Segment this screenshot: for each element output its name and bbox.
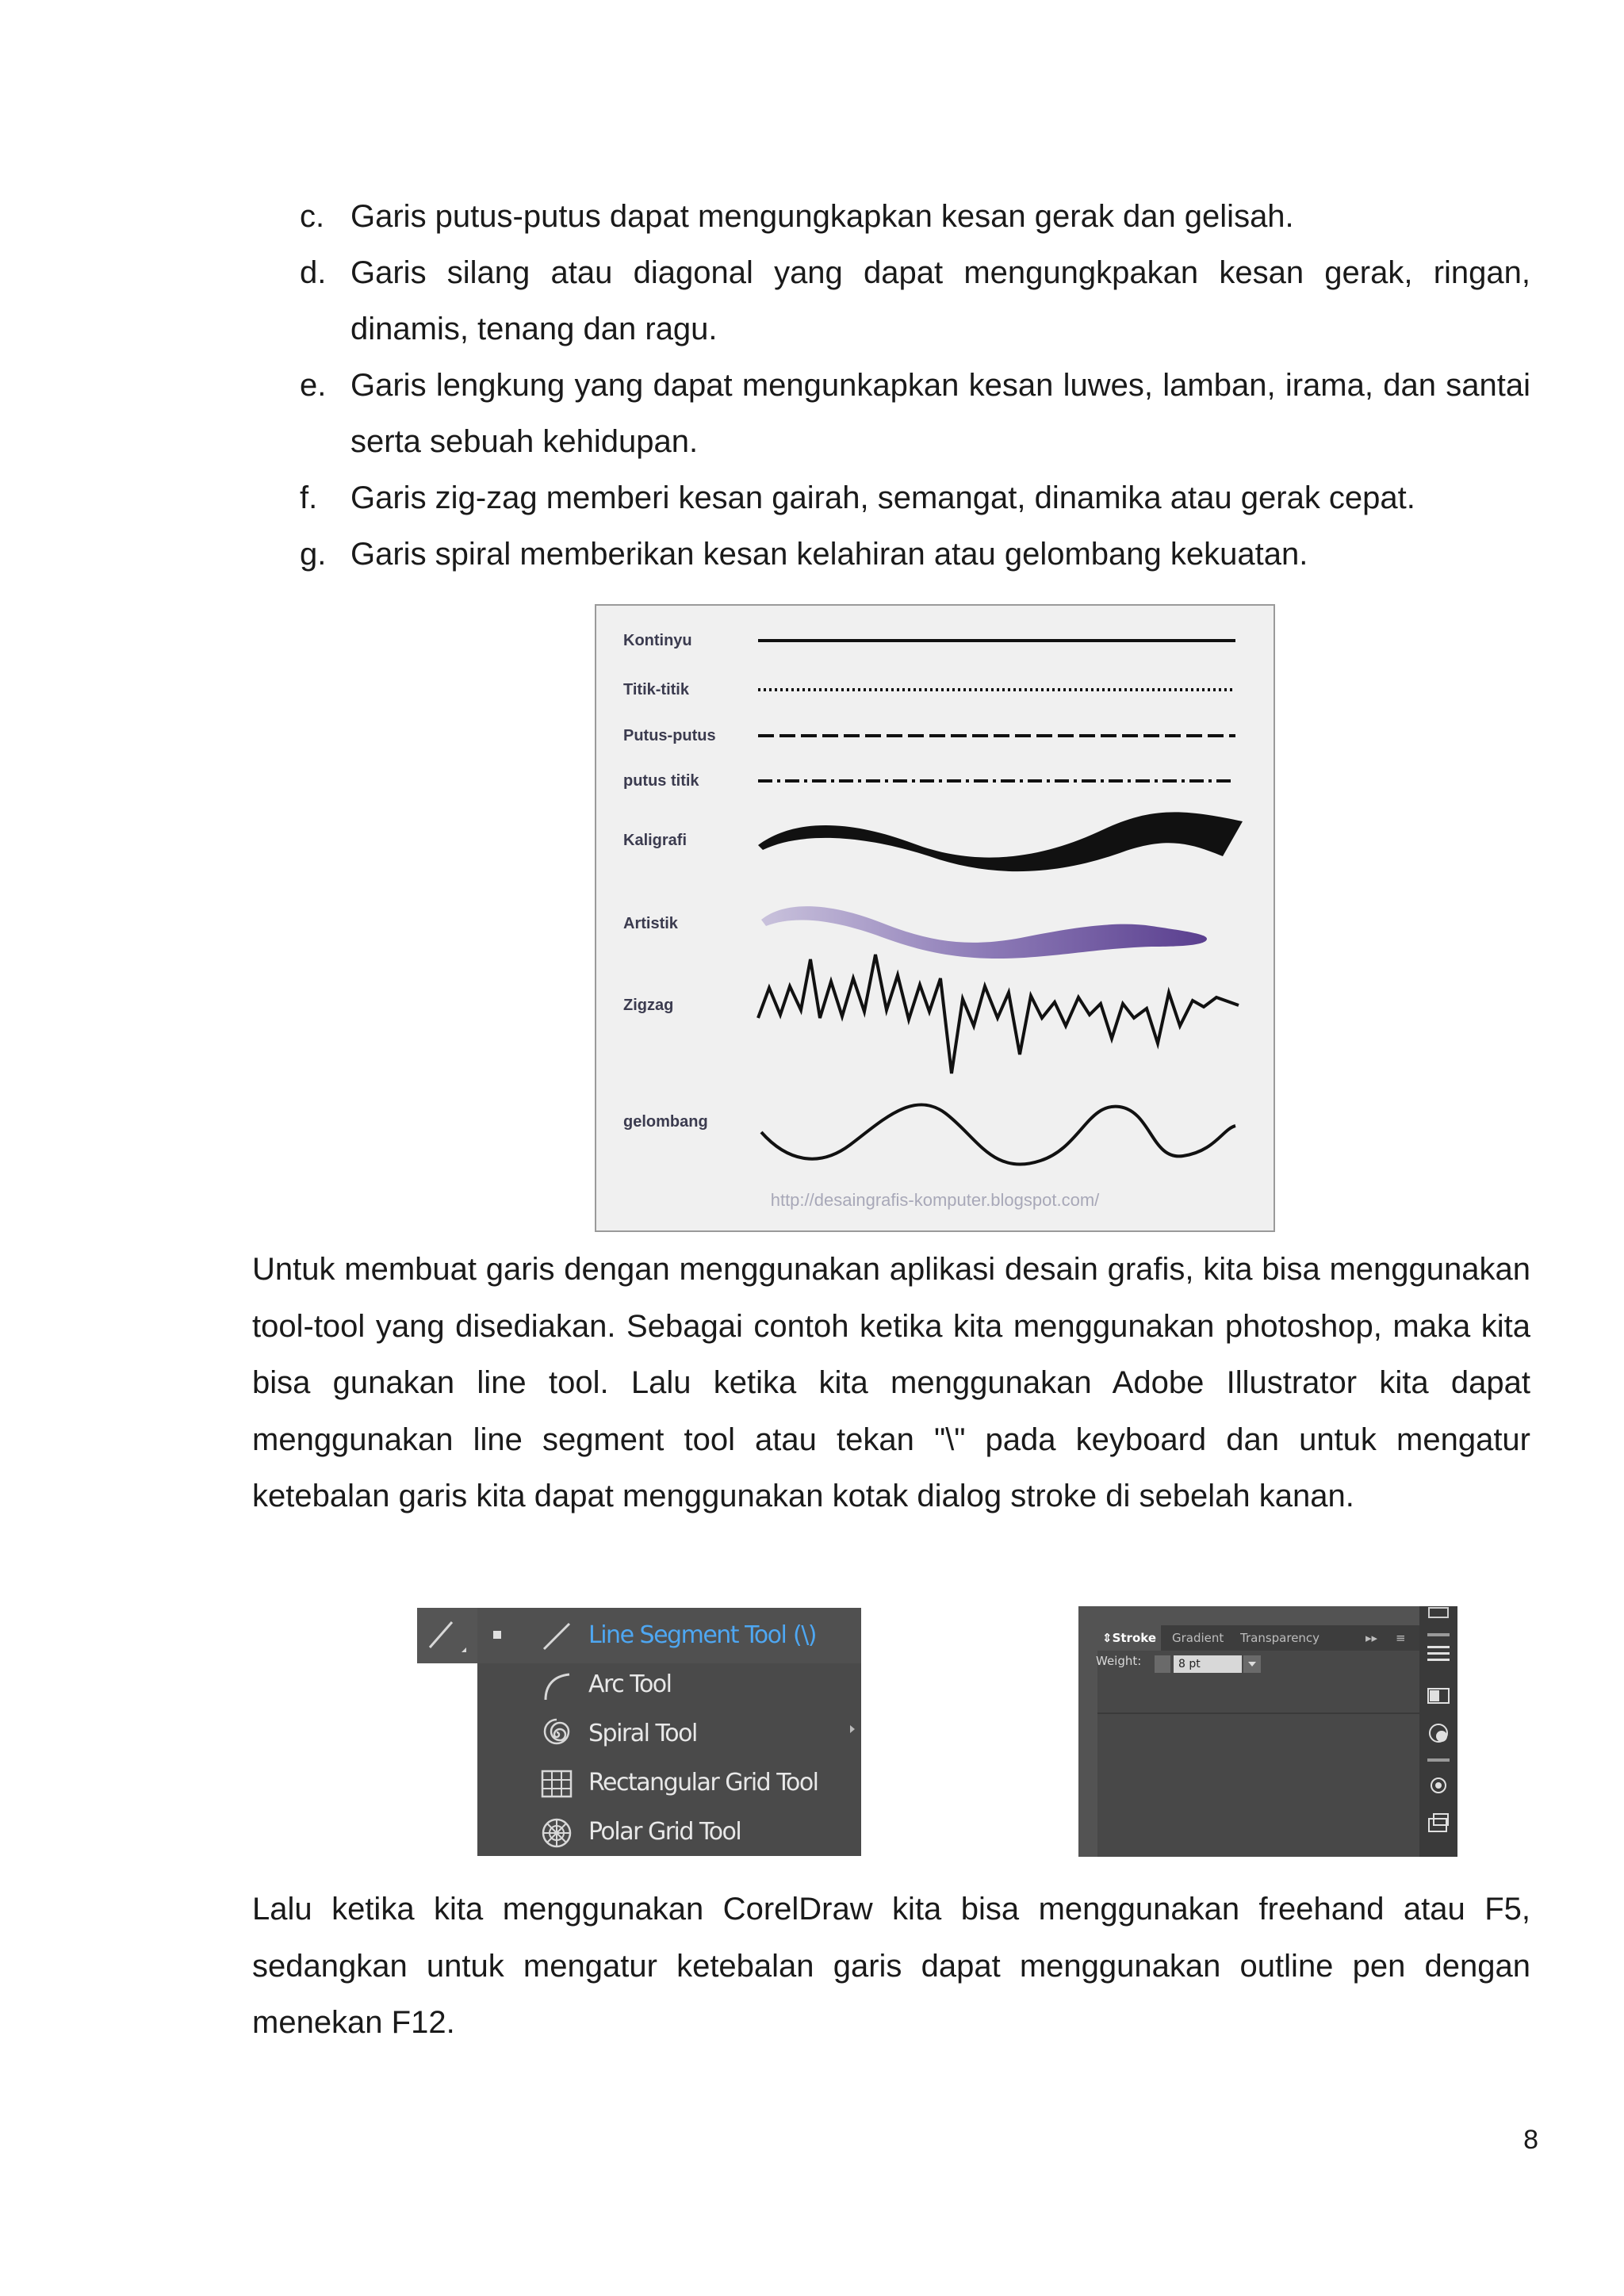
label-kaligrafi: Kaligrafi: [623, 832, 688, 849]
label-gelombang: gelombang: [623, 1113, 708, 1131]
tab-stroke[interactable]: ⇕Stroke: [1097, 1625, 1161, 1651]
label-artistik: Artistik: [623, 915, 678, 932]
tab-transparency[interactable]: Transparency: [1240, 1631, 1320, 1645]
menu-item-line-segment-tool[interactable]: Line Segment Tool (\): [477, 1611, 861, 1660]
stroke-icon: [1427, 1646, 1450, 1661]
artboards-icon: [1429, 1608, 1448, 1617]
tab-gradient[interactable]: Gradient: [1172, 1631, 1224, 1645]
panel-dock: [1419, 1606, 1457, 1857]
panel-menu-icon[interactable]: ≡: [1396, 1631, 1406, 1645]
weight-label: Weight:: [1096, 1654, 1142, 1668]
label-putus-titik: putus titik: [623, 772, 699, 790]
panel-collapse-icon[interactable]: ▸▸: [1365, 1631, 1378, 1645]
list-item: c. Garis putus-putus dapat mengungkapkan kesan gerak dan gelisah.: [300, 199, 1294, 234]
submenu-arrow-icon: [850, 1725, 855, 1733]
spiral-icon: [539, 1717, 574, 1752]
paragraph-1: Untuk membuat garis dengan menggunakan aplikasi desain grafis, kita bisa menggunakan tool-tool yang disediakan. Sebagai contoh ketika kita menggunakan photoshop, maka kita bisa gunakan line tool. Lalu ketika kita menggunakan Adobe Illustrator kita dapat menggunakan line segment tool atau tekan "\" pada keyboard dan untuk mengatur ketebalan garis kita dapat menggunakan kotak dialog stroke di sebelah kanan.: [252, 1252, 1530, 1513]
line-segment-tool-button[interactable]: [417, 1608, 477, 1663]
menu-item-polar-grid-tool[interactable]: Polar Grid Tool: [477, 1808, 861, 1857]
line-types-list: [300, 189, 1530, 583]
weight-field[interactable]: 8 pt: [1174, 1655, 1242, 1673]
list-item: e. Garis lengkung yang dapat mengunkapkan kesan luwes, lamban, irama, dan santai serta sebuah kehidupan.: [300, 368, 1530, 459]
list-item: d. Garis silang atau diagonal yang dapat mengungkpakan kesan gerak, ringan, dinamis, tenang dan ragu.: [300, 255, 1530, 346]
list-item: f. Garis zig-zag memberi kesan gairah, semangat, dinamika atau gerak cepat.: [300, 480, 1415, 515]
label-kontinyu: Kontinyu: [623, 632, 692, 649]
line-types-figure: [595, 604, 1275, 1232]
label-putus-putus: Putus-putus: [623, 727, 716, 744]
line-icon: [539, 1619, 574, 1654]
wave-line: [761, 1104, 1235, 1164]
label-zigzag: Zigzag: [623, 997, 674, 1014]
line-tool-flyout: [417, 1608, 861, 1856]
paragraph-2: Lalu ketika kita menggunakan CorelDraw kita bisa menggunakan freehand atau F5, sedangkan untuk mengatur ketebalan garis dapat menggunakan outline pen dengan menekan F12.: [252, 1892, 1530, 2040]
label-titik-titik: Titik-titik: [623, 681, 689, 698]
grid-icon: [539, 1766, 574, 1801]
chevron-down-icon: [1243, 1655, 1261, 1673]
calligraphy-stroke: [758, 812, 1243, 871]
list-item: g. Garis spiral memberikan kesan kelahiran atau gelombang kekuatan.: [300, 537, 1308, 572]
menu-item-spiral-tool[interactable]: Spiral Tool: [477, 1709, 861, 1758]
artistic-stroke: [761, 906, 1207, 959]
weight-stepper[interactable]: [1155, 1655, 1170, 1673]
polar-grid-icon: [539, 1816, 574, 1850]
line-icon: [417, 1608, 477, 1663]
stroke-panel: [1078, 1606, 1457, 1857]
arc-icon: [539, 1668, 574, 1703]
menu-item-rectangular-grid-tool[interactable]: Rectangular Grid Tool: [477, 1758, 861, 1808]
stroke-panel-body: [1097, 1651, 1419, 1857]
zigzag-line: [758, 955, 1239, 1073]
menu-item-arc-tool[interactable]: Arc Tool: [477, 1660, 861, 1709]
page-number: 8: [1523, 2125, 1538, 2155]
tool-flyout-panel: [477, 1608, 861, 1856]
weight-dropdown[interactable]: [1243, 1655, 1261, 1673]
panel-tabs: [1097, 1625, 1419, 1651]
figure-watermark: http://desaingrafis-komputer.blogspot.com/: [770, 1190, 1100, 1210]
